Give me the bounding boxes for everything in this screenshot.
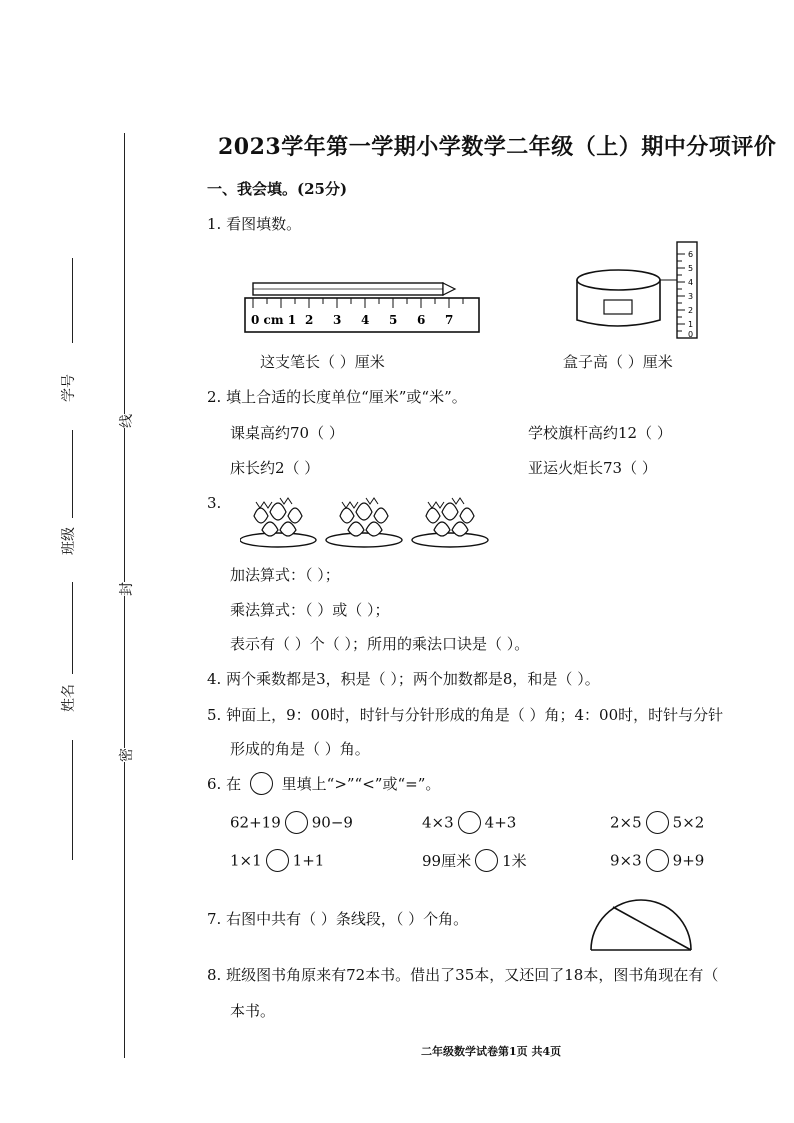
plate-1 [240,498,316,547]
q2-b: 学校旗杆高约12（ ） [528,424,672,442]
compare-item-4 [230,849,324,872]
ruler-label-3: 3 [333,313,342,327]
q3-mul: 乘法算式：（ ）或（ ）； [230,601,390,619]
q5-line1: 5. 钟面上，9：00时，时针与分针形成的角是（ ）角；4：00时，时针与分针 [207,706,724,724]
compare-item-6 [610,849,704,872]
vruler-label-3: 3 [688,292,694,301]
name-label: 姓名 [61,684,77,712]
student-id-label: 学号 [61,374,77,402]
compare-right: 5×2 [672,813,705,832]
compare-item-3 [610,811,704,834]
ruler-label-2: 2 [305,313,314,327]
q6-intro-a: 6. 在 [207,775,242,793]
binding-seal-char: 封 [116,582,136,596]
box-top [577,270,660,290]
class-label: 班级 [61,527,77,555]
plate-2 [326,498,402,547]
vruler-label-0: 0 [688,330,694,339]
q8-line2: 本书。 [230,1002,276,1020]
compare-right: 1+1 [292,851,325,870]
vruler-label-1: 1 [688,320,694,329]
plate-3 [412,498,488,547]
compare-left: 4×3 [422,813,454,832]
vruler-label-6: 6 [688,250,694,259]
q3-meaning: 表示有（ ）个（ ）；所用的乘法口诀是（ ）。 [230,635,530,653]
compare-item-1 [230,811,353,834]
compare-blank[interactable] [266,849,289,872]
class-underline [72,430,73,518]
compare-right: 9+9 [672,851,705,870]
box-ruler-figure [572,240,702,340]
compare-blank[interactable] [458,811,481,834]
pen-ruler-figure [243,278,483,338]
semicircle-figure [588,893,694,953]
ruler-label-6: 6 [417,313,426,327]
name-underline-2 [72,740,73,860]
box-label [604,300,632,314]
q2-d: 亚运火炬长73（ ） [528,459,657,477]
q2-text: 2. 填上合适的长度单位“厘米”或“米”。 [207,388,467,406]
q5-line2: 形成的角是（ ）角。 [230,740,370,758]
ruler-label-4: 4 [361,313,370,327]
compare-left: 99厘米 [422,852,472,870]
student-id-underline [72,258,73,343]
box-caption: 盒子高（ ）厘米 [563,353,673,371]
compare-left: 1×1 [230,851,262,870]
compare-item-2 [422,811,516,834]
compare-right: 1米 [502,852,527,870]
compare-blank[interactable] [475,849,498,872]
compare-right: 90−9 [311,813,353,832]
pen-caption: 这支笔长（ ）厘米 [260,353,385,371]
q2-c: 床长约2（ ） [230,459,320,477]
q4-text: 4. 两个乘数都是3，积是（ ）；两个加数都是8，和是（ ）。 [207,670,600,688]
compare-circle-icon [250,772,273,795]
name-underline [72,582,73,674]
compare-right: 4+3 [484,813,517,832]
binding-secret-char: 密 [116,748,136,762]
q7-text: 7. 右图中共有（ ）条线段，（ ）个角。 [207,910,469,928]
q3-number: 3. [207,494,222,512]
compare-blank[interactable] [646,849,669,872]
strawberry-plates-figure [240,488,490,550]
binding-line-char: 线 [116,414,136,428]
vruler-label-2: 2 [688,306,694,315]
ruler-label-0: 0 cm 1 [251,313,297,327]
compare-left: 62+19 [230,813,281,832]
q6-intro [207,772,440,795]
q1-text: 1. 看图填数。 [207,215,302,233]
vruler-label-4: 4 [688,278,694,287]
pen-tip [443,283,455,295]
q2-a: 课桌高约70（ ） [230,424,344,442]
ruler-label-7: 7 [445,313,454,327]
compare-blank[interactable] [285,811,308,834]
compare-left: 9×3 [610,851,642,870]
section-heading: 一、我会填。(25分) [207,180,348,198]
compare-item-5 [422,849,527,872]
q3-add: 加法算式：（ ）； [230,566,340,584]
q6-intro-b: 里填上“>”“<”或“=”。 [281,775,441,793]
ruler-label-5: 5 [389,313,398,327]
semicircle-chord [613,907,691,950]
compare-left: 2×5 [610,813,642,832]
page-title: 2023学年第一学期小学数学二年级（上）期中分项评价 [218,134,777,160]
vruler-label-5: 5 [688,264,694,273]
compare-blank[interactable] [646,811,669,834]
q8-line1: 8. 班级图书角原来有72本书。借出了35本，又还回了18本，图书角现在有（ [207,966,719,984]
page-footer: 二年级数学试卷第1页 共4页 [421,1045,562,1058]
